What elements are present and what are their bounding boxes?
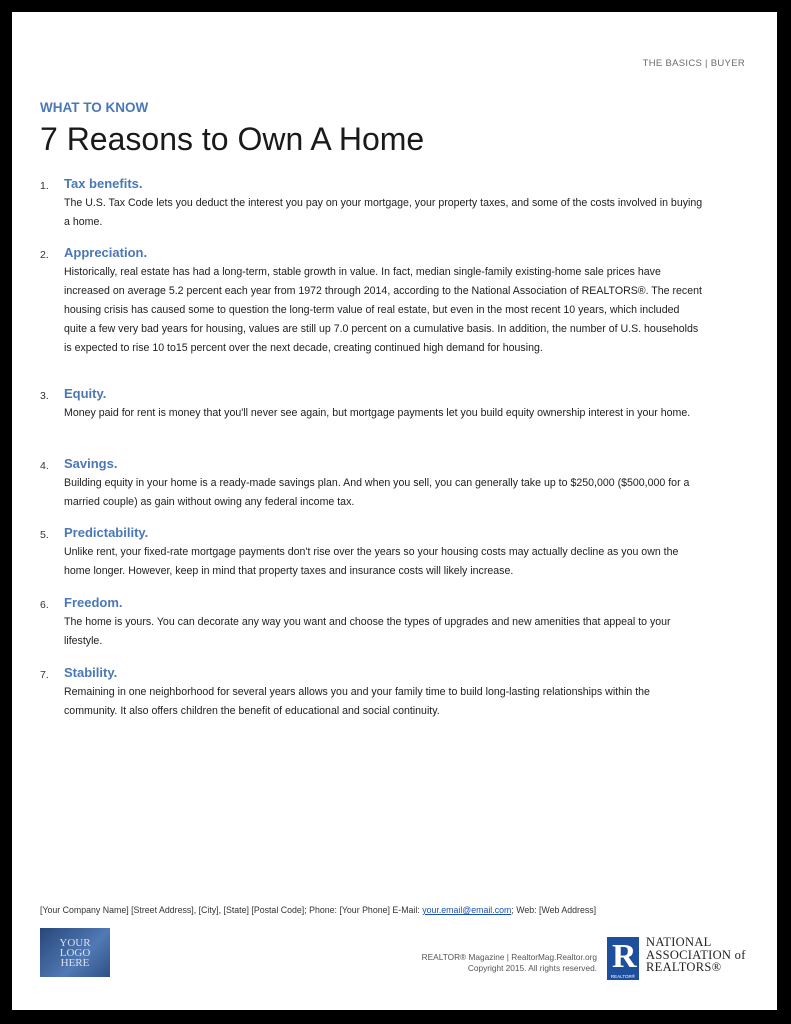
reason-body: Money paid for rent is money that you'll never see again, but mortgage payments let you build equity ownership interest in your home. (64, 407, 691, 419)
contact-suffix: ; Web: [Web Address] (511, 905, 597, 915)
reason-body: The U.S. Tax Code lets you deduct the interest you pay on your mortgage, your property taxes, and some of the costs involved in buying a home. (64, 197, 703, 228)
page-title: 7 Reasons to Own A Home (40, 121, 425, 157)
contact-line (40, 905, 596, 915)
reason-body: Historically, real estate has had a long-term, stable growth in value. In fact, median single-family existing-home sale prices have increased on average 5.2 percent each year from 1972 through 2014, according to the National Association of REALTORS®. The recent housing crisis has caused some to question the long-term value of real estate, but even in the most recent 10 years, which included quite a few very bad years for housing, values are still up 7.0 percent on a cumulative basis. In addition, the number of U.S. households is expected to rise 10 to15 percent over the next decade, creating continued high demand for housing. (64, 266, 702, 354)
reason-heading: Appreciation. (64, 245, 148, 260)
email-link[interactable]: your.email@email.com (422, 905, 512, 915)
reason-number: 4. (40, 460, 49, 472)
kicker-label: WHAT TO KNOW (40, 100, 149, 115)
document-page (12, 12, 777, 1010)
reason-body: Remaining in one neighborhood for several years allows you and your family time to build long-lasting relationships within the community. It also offers children the benefit of educational and social continuity. (64, 686, 650, 717)
reason-body: The home is yours. You can decorate any way you want and choose the types of upgrades and new amenities that appeal to your lifestyle. (64, 616, 671, 647)
reason-number: 6. (40, 599, 49, 611)
magazine-credit (392, 952, 597, 974)
reason-heading: Equity. (64, 386, 107, 401)
realtor-logo-icon (607, 937, 639, 980)
realtor-logo-caption: REALTOR® (610, 974, 636, 979)
realtor-logo-letter: R (612, 938, 637, 975)
nar-wordmark (646, 936, 746, 974)
contact-prefix: [Your Company Name] [Street Address], [City], [State] [Postal Code]; Phone: [Your Phone] E-Mail: (40, 905, 423, 915)
reason-number: 5. (40, 529, 49, 541)
reason-number: 2. (40, 249, 49, 261)
reason-heading: Freedom. (64, 595, 123, 610)
reason-number: 3. (40, 390, 49, 402)
reason-heading: Predictability. (64, 525, 149, 540)
reason-number: 1. (40, 180, 49, 192)
magazine-line: REALTOR® Magazine | RealtorMag.Realtor.org (421, 952, 597, 962)
reason-number: 7. (40, 669, 49, 681)
reason-body: Building equity in your home is a ready-made savings plan. And when you sell, you can generally take up to $250,000 ($500,000 for a married couple) as gain without owing any federal income tax. (64, 477, 690, 508)
nar-line: REALTORS® (646, 960, 722, 974)
logo-text-line: YOUR (59, 937, 91, 949)
logo-text-line: LOGO (59, 947, 91, 959)
reason-heading: Stability. (64, 665, 118, 680)
reason-heading: Savings. (64, 456, 118, 471)
reason-heading: Tax benefits. (64, 176, 143, 191)
logo-placeholder (40, 928, 110, 977)
reason-body: Unlike rent, your fixed-rate mortgage payments don't rise over the years so your housing costs may actually decline as you own the home longer. However, keep in mind that property taxes and insurance costs will likely increase. (64, 546, 679, 577)
nar-line: NATIONAL (646, 935, 712, 949)
copyright-line: Copyright 2015. All rights reserved. (467, 963, 597, 973)
section-label: THE BASICS | BUYER (642, 58, 745, 69)
nar-line: ASSOCIATION of (646, 947, 746, 962)
logo-text-line: HERE (60, 957, 90, 969)
